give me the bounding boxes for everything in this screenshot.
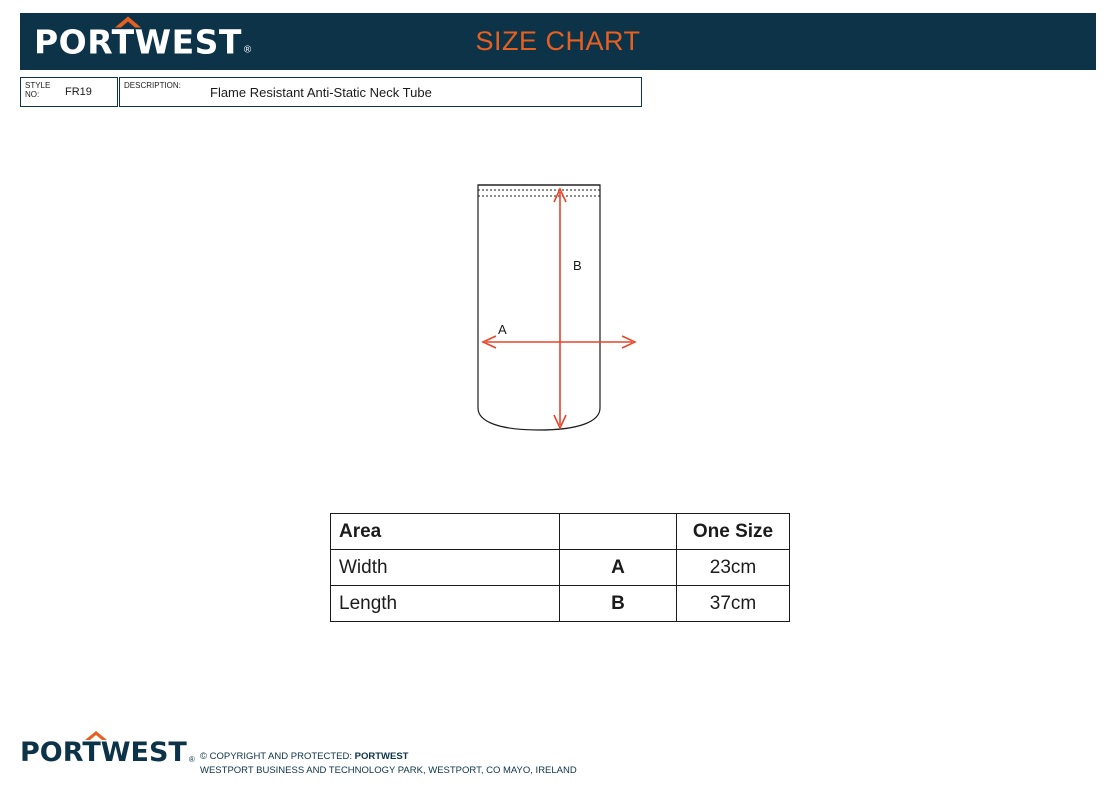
row-length-letter: B [560,586,677,622]
footer-chevron-logo-icon [85,731,107,740]
style-number-label [25,81,63,99]
header-bar [20,13,1096,70]
diagram-label-b: B [573,258,582,273]
size-table [330,513,790,622]
table-header-letter [560,514,677,550]
footer-portwest-logo [20,739,195,766]
description-box [119,77,642,107]
measurement-arrow-b [554,189,566,428]
footer [20,735,1096,781]
style-number-label-line2: NO: [25,90,40,99]
table-header-area: Area [331,514,560,550]
garment-diagram [440,160,700,450]
page-title: SIZE CHART [475,26,641,56]
description-value: Flame Resistant Anti-Static Neck Tube [210,85,432,100]
style-number-box [20,77,118,107]
row-width-letter: A [560,550,677,586]
style-number-label-line1: STYLE [25,81,51,90]
copyright-text [200,750,577,778]
measurement-arrow-a [483,336,635,348]
table-row [331,586,790,622]
footer-brand-registered-mark: ® [188,755,195,764]
copyright-brand: PORTWEST [354,751,409,762]
footer-brand-wordmark: PORTWEST [20,737,187,768]
row-length-size: 37cm [677,586,790,622]
copyright-prefix: © COPYRIGHT AND PROTECTED: [200,751,355,762]
row-width-size: 23cm [677,550,790,586]
diagram-label-a: A [498,322,507,337]
seam-dashed-lines [478,190,600,196]
style-number-value: FR19 [65,86,92,98]
table-header-row [331,514,790,550]
neck-tube-outline [478,185,600,430]
brand-wordmark: PORTWEST [34,22,242,61]
copyright-address: WESTPORT BUSINESS AND TECHNOLOGY PARK, WESTPORT, CO MAYO, IRELAND [200,765,577,776]
row-width-area: Width [331,550,560,586]
brand-registered-mark: ® [243,44,252,55]
table-row [331,550,790,586]
table-header-one-size: One Size [677,514,790,550]
row-length-area: Length [331,586,560,622]
description-label: DESCRIPTION: [124,81,181,90]
